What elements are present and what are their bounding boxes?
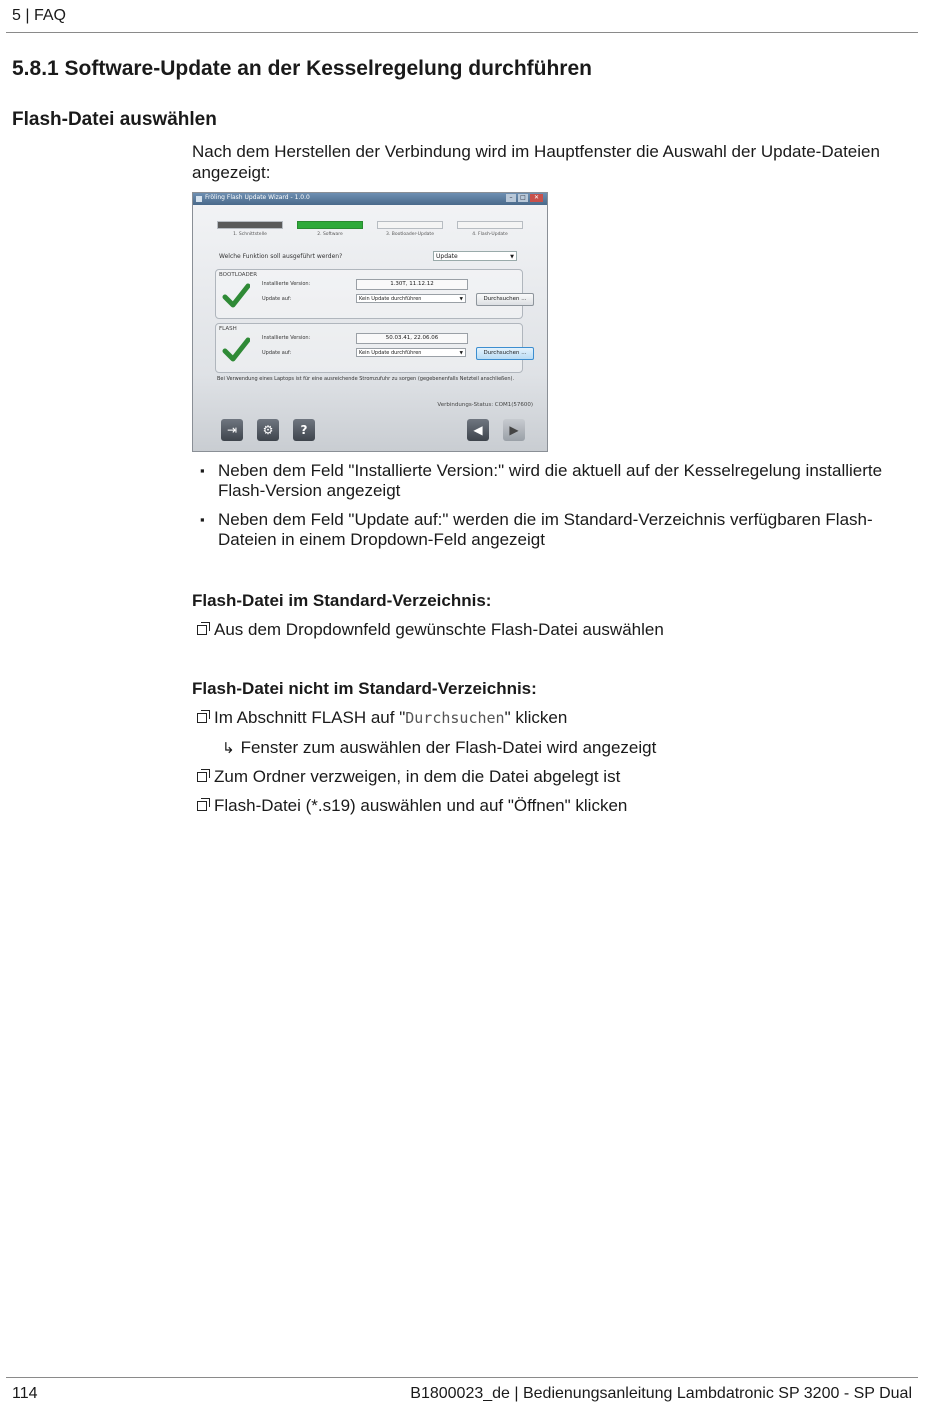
non-std-dir-heading: Flash-Datei nicht im Standard-Verzeichnis: (192, 679, 537, 698)
step-checkbox-icon (197, 713, 207, 723)
checkmark-icon (222, 336, 250, 364)
header-rule (6, 32, 918, 33)
minimize-icon: – (506, 194, 516, 202)
wizard-steps (217, 221, 523, 237)
step-checkbox-icon (197, 625, 207, 635)
wizard-step: 4. Flash-Update (457, 221, 523, 237)
flash-group: FLASH Installierte Version: 50.03.41, 22.06.06 Update auf: Kein Update durchführen ▼ Durchsuchen ... (215, 323, 523, 373)
result-arrow-icon: ↳ (222, 740, 235, 757)
checkmark-icon (222, 282, 250, 310)
bootloader-group: BOOTLOADER Installierte Version: 1.30T, 11.12.12 Update auf: Kein Update durchführen ▼ Durchsuchen ... (215, 269, 523, 319)
header-section: 5 | FAQ (12, 7, 66, 24)
step-checkbox-icon (197, 772, 207, 782)
connection-status: Verbindungs-Status: COM1(57600) (437, 402, 533, 408)
window-titlebar (193, 193, 547, 205)
chevron-down-icon: ▼ (510, 254, 514, 260)
gear-icon: ⚙ (257, 419, 279, 441)
close-icon: ✕ (530, 194, 543, 202)
bootloader-browse-button: Durchsuchen ... (476, 293, 534, 306)
non-std-dir-step-2: Zum Ordner verzweigen, in dem die Datei abgelegt ist (197, 767, 620, 787)
step-checkbox-icon (197, 801, 207, 811)
flash-update-dropdown: Kein Update durchführen ▼ (356, 348, 466, 357)
info-list (200, 461, 890, 559)
flash-browse-button: Durchsuchen ... (476, 347, 534, 360)
flash-installed-version: 50.03.41, 22.06.06 (356, 333, 468, 344)
forward-arrow-icon: ▶ (503, 419, 525, 441)
window-title: Fröling Flash Update Wizard - 1.0.0 (205, 194, 310, 201)
power-note: Bei Verwendung eines Laptops ist für eine ausreichende Stromzufuhr zu sorgen (gegebenenfalls Netzteil anschließen). (217, 376, 515, 382)
chevron-down-icon: ▼ (459, 297, 463, 302)
non-std-dir-step-3: Flash-Datei (*.s19) auswählen und auf "Öffnen" klicken (197, 796, 627, 816)
app-icon (196, 196, 202, 202)
intro-text: Nach dem Herstellen der Verbindung wird im Hauptfenster die Auswahl der Update-Dateien angezeigt: (192, 142, 880, 182)
list-item: ▪ Neben dem Feld "Installierte Version:" wird die aktuell auf der Kesselregelung installierte Flash-Version angezeigt (200, 461, 890, 501)
back-arrow-icon: ◀ (467, 419, 489, 441)
step-result: ↳ Fenster zum auswählen der Flash-Datei wird angezeigt (222, 738, 657, 757)
page-number: 114 (12, 1385, 38, 1402)
sub-title: Flash-Datei auswählen (12, 109, 217, 130)
list-item: ▪ Neben dem Feld "Update auf:" werden die im Standard-Verzeichnis verfügbaren Flash-Dateien in einem Dropdown-Feld angezeigt (200, 510, 890, 550)
wizard-step: 2. Software (297, 221, 363, 237)
bootloader-update-dropdown: Kein Update durchführen ▼ (356, 294, 466, 303)
wizard-step: 3. Bootloader-Update (377, 221, 443, 237)
std-dir-step: Aus dem Dropdownfeld gewünschte Flash-Datei auswählen (197, 620, 664, 640)
page-title: 5.8.1 Software-Update an der Kesselregelung durchführen (12, 57, 592, 80)
exit-icon: ⇥ (221, 419, 243, 441)
footer-rule (6, 1377, 918, 1378)
help-icon: ? (293, 419, 315, 441)
document-reference: B1800023_de | Bedienungsanleitung Lambdatronic SP 3200 - SP Dual (410, 1385, 912, 1402)
function-question: Welche Funktion soll ausgeführt werden? (219, 253, 343, 260)
wizard-step: 1. Schnittstelle (217, 221, 283, 237)
non-std-dir-step-1: Im Abschnitt FLASH auf "Durchsuchen" klicken (197, 708, 567, 728)
flash-wizard-screenshot (192, 192, 548, 452)
maximize-icon: □ (518, 194, 528, 202)
bootloader-installed-version: 1.30T, 11.12.12 (356, 279, 468, 290)
chevron-down-icon: ▼ (459, 351, 463, 356)
std-dir-heading: Flash-Datei im Standard-Verzeichnis: (192, 591, 492, 610)
function-select: Update ▼ (433, 251, 517, 261)
